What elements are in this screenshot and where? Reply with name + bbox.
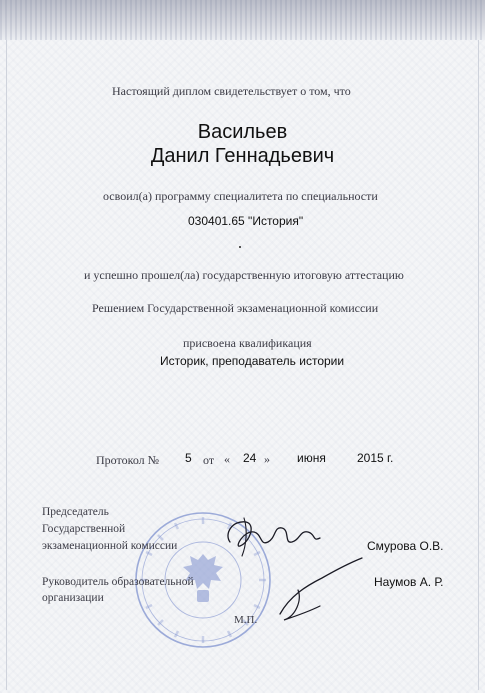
protocol-label: Протокол № bbox=[96, 453, 160, 467]
head-name: Наумов А. Р. bbox=[374, 575, 444, 589]
head-line-1: Руководитель образовательной bbox=[42, 576, 194, 588]
commission-line: Решением Государственной экзаменационной комиссии bbox=[92, 301, 379, 315]
qualification-label: присвоена квалификация bbox=[183, 336, 312, 350]
given-names: Данил Геннадьевич bbox=[150, 145, 335, 167]
surname: Васильев bbox=[197, 121, 288, 143]
head-signature bbox=[276, 556, 366, 626]
top-decorative-band bbox=[0, 0, 485, 40]
program-line: освоил(а) программу специалитета по специальности bbox=[103, 189, 378, 203]
seal-mark: М.П. bbox=[234, 614, 258, 626]
protocol-number: 5 bbox=[185, 451, 192, 465]
chair-line-2: Государственной bbox=[42, 523, 126, 535]
head-line-2: организации bbox=[42, 592, 104, 604]
intro-text: Настоящий диплом свидетельствует о том, что bbox=[112, 84, 351, 98]
chair-name: Смурова О.В. bbox=[367, 539, 444, 553]
qualification: Историк, преподаватель истории bbox=[160, 354, 345, 368]
specialty: 030401.65 "История" bbox=[188, 214, 304, 228]
chair-line-1: Председатель bbox=[42, 506, 109, 518]
ink-dot bbox=[239, 246, 241, 248]
protocol-from: от bbox=[203, 453, 215, 467]
quote-open: « bbox=[224, 452, 230, 466]
attestation-line: и успешно прошел(ла) государственную итоговую аттестацию bbox=[84, 268, 404, 282]
chair-line-3: экзаменационной комиссии bbox=[42, 540, 178, 552]
protocol-day: 24 bbox=[243, 451, 257, 465]
chair-signature bbox=[220, 512, 330, 560]
protocol-year: 2015 г. bbox=[357, 451, 394, 465]
protocol-month: июня bbox=[297, 451, 326, 465]
quote-close: » bbox=[264, 452, 270, 466]
